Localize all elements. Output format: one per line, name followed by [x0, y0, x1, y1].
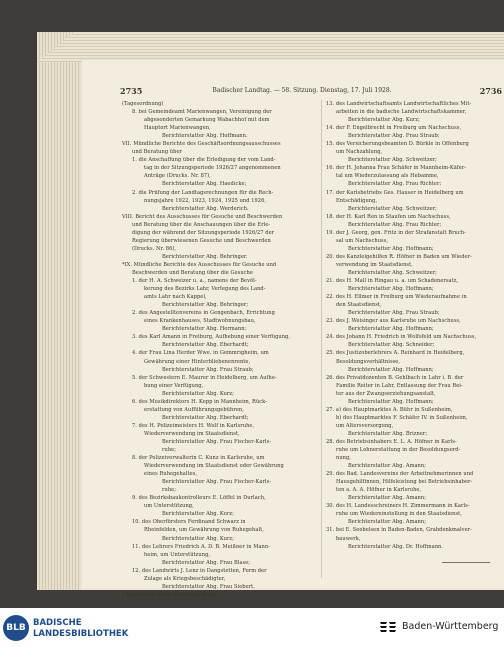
right-column-line: 23. des J. Weisinger aus Karlsruhe um Nachschuss,	[326, 318, 461, 325]
left-column-line: Berichterstatter Abg. Kurz;	[162, 511, 234, 518]
right-column-line: 19. der J. Georg, gen. Fritz in der Strafanstalt Bruch-	[326, 229, 466, 236]
left-column-line: Berichterstatter Abg. Kurz;	[162, 535, 234, 542]
right-column-line: Berichterstatter Abg. Hoffmann;	[348, 326, 434, 333]
running-header: Badischer Landtag. — 58. Sitzung. Dienstag, 17. Juli 1928.	[212, 87, 392, 94]
left-column-line: 2. des Angestelltenvereins in Gengenbach, Errichtung	[132, 310, 275, 317]
right-text-column	[326, 100, 502, 551]
right-column-line: bauwerk,	[336, 535, 361, 542]
right-column-line: ten a. A. A. Höfner in Karlsruhe,	[336, 487, 422, 494]
left-column-line: 9. des Bezirksbaukontrolleurs E. Löffel in Durlach,	[132, 495, 266, 502]
left-column-line: Berichterstatter Abg. Behringer;	[162, 302, 249, 309]
left-column-line: eines Krankenhauses, Stadtwohnungsbau,	[144, 318, 256, 325]
right-page-number: 2736	[479, 86, 502, 96]
right-column-line: Hausgehilfinnen, Hilfeleistung bei Betriebsinhaber-	[336, 479, 473, 486]
left-column-line: amts Lahr nach Kappel,	[144, 294, 207, 301]
right-column-line: ruhe um Lohnerstattung in der Besoldungsord-	[336, 447, 461, 454]
right-column-line: 31. bei E. Seebelsen in Baden-Baden, Grabdenkmalver-	[326, 527, 472, 534]
left-column-line: 11. des Lehrers Friedrich A. D. B. Meißner in Mann-	[132, 543, 270, 550]
right-column-line: Berichterstatter Abg. Frau Straub;	[348, 133, 440, 140]
right-column-line: b) des Hauptmarktes F. Schäfer IV. in Sußenheim,	[336, 414, 468, 421]
right-column-line: 18. der H. Karl Ren in Staufen um Nachschuss,	[326, 213, 451, 220]
right-column-line: 21. des H. Mall in Ringau u. a. um Schadenersatz,	[326, 278, 459, 285]
library-name-line1: BADISCHE	[33, 618, 82, 628]
left-text-column	[122, 100, 318, 599]
state-name: Baden-Württemberg	[402, 621, 499, 632]
right-column-line: Berichterstatter Abg. Amann;	[348, 519, 426, 526]
left-column-line: Berichterstatter Abg. Kurz;	[162, 390, 234, 397]
right-column-line: 24. des Johann H. Friedrich in Wolfsfeld um Nachschuss,	[326, 334, 477, 341]
right-column-line: 16. der H. Johanna Frau Schäfer in Mannheim-Käfer-	[326, 165, 467, 172]
right-column-line: 17. der Karlsbetriebs Ges. Hauser in Heidelberg um	[326, 189, 464, 196]
right-column-line: Berichterstatter Abg. Schneider;	[348, 342, 435, 349]
right-column-line: 22. des H. Ellmer in Freiburg um Wiederaufnahme in	[326, 294, 467, 301]
left-column-line: Berichterstatter Abg. Hoffmann.	[162, 133, 248, 140]
right-column-line: arbeiten in die badische Landwirtschaftskammer,	[336, 109, 467, 116]
left-column-line: und Beratung über die Anschauungen über die Erle-	[132, 221, 271, 228]
left-column-line: 1. der H. A. Schweizer u. a., namens der Bevöl-	[132, 278, 257, 285]
left-column-line: *IX. Mündliche Berichte des Ausschusses für Gesuche und	[122, 261, 277, 268]
left-column-line: Hauptort Marienwangen,	[144, 125, 211, 132]
left-column-line: Berichterstatter Abg. Frau Straub;	[162, 366, 254, 373]
right-column-line: Berichterstatter Abg. Schweitzer;	[348, 205, 437, 212]
right-column-line: 13. des Landwirtschaftsamts Landwirtschaftliches Mit-	[326, 101, 472, 107]
left-column-line: bung einer Verfügung,	[144, 382, 204, 389]
left-column-line: 10. des Oberförsters Ferdinand Schwarz in	[132, 519, 246, 526]
blb-logo[interactable]: BLB	[3, 615, 29, 641]
left-column-line: Zulage als Kriegsbeschädigter,	[144, 575, 226, 582]
page-edges	[37, 32, 81, 590]
right-column-line: 25. des Justizoberlehrers A. Reinhard in Heidelberg,	[326, 350, 465, 357]
right-column-line: Berichterstatter Abg. Schweitzer;	[348, 157, 437, 164]
right-column-line: um Nachzahlung,	[336, 149, 383, 156]
right-column-line: 26. des Privatdozenten B. Gehlbach in Lahr i. B. der	[326, 374, 464, 381]
right-column-line: Berichterstatter Abg. Kurz;	[348, 117, 420, 124]
right-column-line: 29. des Bad. Landesvereins der Arbeitnehmerinnen und	[326, 471, 474, 478]
left-column-line: * Kann nicht mehr zur Verhandlung.	[122, 591, 218, 598]
right-column-line: Berichterstatter Abg. Schweitzer;	[348, 269, 437, 276]
right-column-line: Berichterstatter Abg. Hoffmann;	[348, 245, 434, 252]
right-column-line: 27. a) des Hauptmarktes A. Bühr in Sußenheim,	[326, 406, 453, 413]
right-column-line: 30. des H. Landesschreiners H. Zimmermann in Karls-	[326, 503, 470, 510]
right-column-line: 14. der F. Engelbrecht in Freiburg um Nachschuss,	[326, 125, 462, 132]
left-column-line: heim, um Unterstützung,	[144, 551, 211, 558]
right-column-line: den Staatsdienst,	[336, 302, 382, 309]
left-column-line: Regierung überwiesenen Gesuche und Beschwerden	[132, 237, 271, 244]
left-column-line: Berichterstatter Abg. Behringer.	[162, 253, 248, 260]
right-column-line: Familie Reiter in Lahr, Entlassung der Frau Rei-	[336, 382, 463, 389]
left-column-line: 2. die Prüfung der Landtagsrechnungen für die Rech-	[132, 189, 274, 196]
right-column-line: verwendung im Staatsdienst,	[336, 261, 413, 268]
left-column-line: Anträge (Drucks. Nr. 87),	[144, 173, 211, 180]
left-column-line: Berichterstatter Abg. Werderich.	[162, 205, 249, 212]
left-column-line: eines Ruhegehaltes,	[144, 471, 198, 478]
left-column-line: 8. bei Gemeindeamt Marienwangen, Vereinigung der	[132, 109, 272, 116]
left-column-line: 7. des H. Polizeimeisters H. Wolf in Karlsruhe,	[132, 422, 255, 429]
left-column-line: VIII. Bericht des Ausschusses für Gesuche und Beschwerden	[122, 213, 283, 220]
left-column-line: Berichterstatter Abg. Frau Fischer-Karls-	[162, 438, 272, 445]
right-column-line: Berichterstatter Abg. Hoffmann;	[348, 398, 434, 405]
left-column-line: VII. Mündliche Berichte des Geschäftsordnungsausschusses	[122, 141, 281, 148]
right-column-line: Berichterstatter Abg. Amann;	[348, 463, 426, 470]
left-column-line: Wiederverwendung im Staatsdienst,	[144, 430, 240, 437]
right-column-line: Berichterstatter Abg. Brizner;	[348, 430, 428, 437]
left-column-line: Berichterstatter Abg. Frau Blase;	[162, 559, 251, 566]
right-column-line: Berichterstatter Abg. Hoffmann;	[348, 286, 434, 293]
right-column-line: sal um Nachschuss,	[336, 237, 389, 244]
left-column-line: Berichterstatter Abg. Hermann;	[162, 326, 247, 333]
left-column-line: 3. des Karl Amann in Freiburg, Aufhebung einer Verfügung,	[132, 334, 291, 341]
left-column-line: 8. der Polizeiverwalterin C. Kunz in Karlsruhe, um	[132, 455, 265, 462]
right-column-line: 20. des Kanzleigehilfen R. Höfner in Baden um Wieder-	[326, 253, 472, 260]
right-column-line: Berichterstatter Abg. Frau Straub;	[348, 310, 440, 317]
column-divider	[321, 100, 322, 578]
left-column-line: um Unterstützung,	[144, 503, 194, 510]
baden-wuerttemberg-lions-icon	[378, 619, 398, 635]
left-column-line: 1. die Anschaffung über die Erledigung der vom Land-	[132, 157, 276, 164]
left-column-line: und Beratung über	[132, 149, 182, 156]
left-column-line: erstattung von Aufführungsgebühren,	[144, 406, 244, 413]
left-column-line: tag in der Sitzungsperiode 1926/27 angenommenen	[144, 165, 281, 172]
right-column-line: ruhe um Wiedereinstellung in den Staatsdienst,	[336, 511, 462, 518]
left-column-line: nungsjahre 1922, 1923, 1924, 1925 und 1926,	[144, 197, 267, 204]
left-column-line: ruhe;	[162, 487, 176, 494]
left-column-line: Berichterstatter Abg. Eberhardt;	[162, 342, 249, 349]
left-column-line: 6. des Musikdirektors H. Kopp in Mannheim, Rück-	[132, 398, 267, 405]
left-column-line: Gewährung einer Hinterbliebenenrente,	[144, 358, 251, 365]
right-column-line: Entschädigung,	[336, 197, 378, 204]
right-column-line: Besoldungsverhältnisse,	[336, 358, 401, 365]
right-column-line: um Altersversorgung,	[336, 422, 394, 429]
left-column-line: abgesonderten Gemarkung Wabachhof mit dem	[144, 117, 270, 124]
page-top-edges	[37, 32, 504, 62]
left-column-line: (Drucks. Nr. 86),	[132, 245, 177, 252]
right-column-line: Berichterstatter Abg. Frau Richter;	[348, 181, 442, 188]
right-column-line: nung,	[336, 455, 351, 462]
right-column-line: tal um Wiederzulassung als Hebamme,	[336, 173, 439, 180]
right-column-line: Berichterstatter Abg. Frau Richter;	[348, 221, 442, 228]
right-column-line: Berichterstatter Abg. Amann;	[348, 495, 426, 502]
end-rule	[442, 562, 490, 563]
book-page	[82, 60, 504, 598]
left-column-line: kerung des Bezirks Lahr, Verlegung des Land-	[144, 286, 266, 293]
left-column-line: Berichterstatter Abg. Frau Fischer-Karls-	[162, 479, 272, 486]
right-column-line: ter aus der Zwangserziehungsanstalt,	[336, 390, 436, 397]
left-column-line: (Tagesordnung)	[122, 101, 164, 107]
left-column-line: Wiederverwendung im Staatsdienst oder Gewährung	[144, 463, 284, 470]
library-name-line2: LANDESBIBLIOTHEK	[33, 629, 129, 639]
right-column-line: Berichterstatter Abg. Dr. Hoffmann.	[348, 543, 444, 550]
left-column-line: Beschwerden und Beratung über die Gesuche	[132, 269, 253, 276]
left-column-line: 5. der Schwestern E. Maurer in Heidelberg, um Aufhe-	[132, 374, 277, 381]
left-column-line: Berichterstatter Abg. Haedicke;	[162, 181, 247, 188]
left-column-line: 4. der Frau Lina Herder Wwe. in Gemmrigheim, um	[132, 350, 269, 357]
right-column-line: 15. des Versicherungsbeamten D. Bürkle in Offenburg	[326, 141, 469, 148]
left-column-line: Berichterstatter Abg. Frau Siebert.	[162, 583, 255, 590]
left-column-line: digung der während der Sitzungsperiode 1926/27 der	[132, 229, 275, 236]
footer-bar	[0, 608, 504, 647]
left-column-line: Rheinfelden, um Gewährung von Ruhegehalt,	[144, 527, 264, 534]
right-column-line: 28. des Betriebsinhabers E. L. A. Höfner in Karls-	[326, 438, 457, 445]
left-column-line: Berichterstatter Abg. Eberhardt;	[162, 414, 249, 421]
left-column-line: 12. des Landwirts J. Lenz in Dangstetten, Form der	[132, 567, 267, 574]
left-page-number: 2735	[120, 86, 143, 96]
left-column-line: ruhe;	[162, 447, 176, 454]
right-column-line: Berichterstatter Abg. Hoffmann;	[348, 366, 434, 373]
